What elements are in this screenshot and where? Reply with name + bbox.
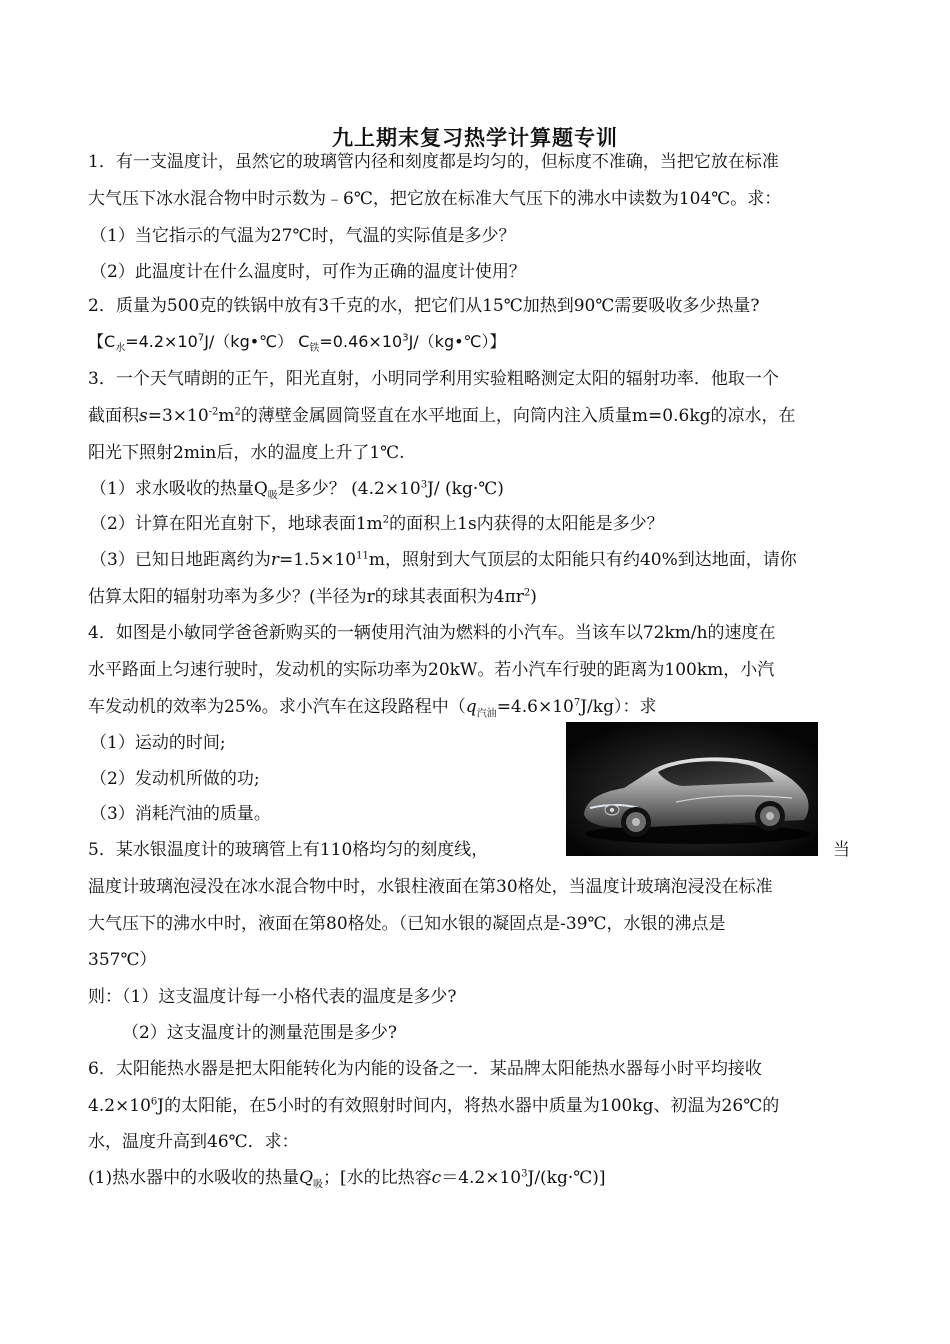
q2-line-1: 2．质量为500克的铁锅中放有3千克的水，把它们从15℃加热到90℃需要吸收多少热量? bbox=[88, 296, 760, 316]
q3-line-2-c: m bbox=[218, 406, 235, 426]
q3-line-1: 3．一个天气晴朗的正午，阳光直射，小明同学利用实验粗略测定太阳的辐射功率．他取一个 bbox=[88, 369, 779, 389]
car-photo bbox=[566, 722, 818, 856]
q1-line-1: 1．有一支温度计，虽然它的玻璃管内径和刻度都是均匀的，但标度不准确，当把它放在标准 bbox=[88, 152, 779, 172]
q3-line-3: 阳光下照射2min后，水的温度上升了1℃. bbox=[88, 443, 405, 463]
q5-line-2: 温度计玻璃泡浸没在冰水混合物中时，水银柱液面在第30格处，当温度计玻璃泡浸没在标准 bbox=[88, 877, 773, 897]
q2-formula-unit-1: J/（kg•℃） C bbox=[204, 332, 310, 351]
q3-sub-3-b: =1.5×10 bbox=[278, 550, 357, 570]
q4-line-3-b: =4.6×10 bbox=[496, 697, 574, 717]
q6-sub-1-exp: 3 bbox=[521, 1168, 528, 1180]
q3-sub-3-a: （3）已知日地距离约为 bbox=[90, 550, 271, 570]
q4-line-3-sub: 汽油 bbox=[476, 708, 497, 720]
q3-line-2 bbox=[88, 404, 796, 428]
q6-sub-1-e: J/(kg·℃)] bbox=[527, 1168, 606, 1188]
q3-sub-2 bbox=[90, 512, 664, 536]
q3-sub-3-c: m，照射到大气顶层的太阳能只有约40%到达地面，请你 bbox=[368, 550, 797, 570]
q3-line-2-exp-2: 2 bbox=[234, 406, 241, 418]
q4-line-2: 水平路面上匀速行驶时，发动机的实际功率为20kW。若小汽车行驶的距离为100km，小汽 bbox=[88, 660, 775, 680]
q6-sub-1-c: c bbox=[431, 1168, 442, 1188]
q4-line-3-q: q bbox=[465, 697, 477, 717]
q2-formula-exp-2: 3 bbox=[402, 332, 409, 344]
q6-sub-1-sub: 吸 bbox=[313, 1179, 324, 1191]
q6-sub-1-q: Q bbox=[299, 1168, 314, 1188]
q3-sub-3-e: ) bbox=[530, 587, 537, 607]
q5-sub-2: （2）这支温度计的测量范围是多少? bbox=[122, 1023, 397, 1043]
q3-line-2-exp: -2 bbox=[208, 406, 219, 418]
q6-line-2-exp: 6 bbox=[150, 1096, 158, 1108]
q4-line-3-a: 车发动机的效率为25%。求小汽车在这段路程中（ bbox=[88, 697, 466, 717]
q6-sub-1-a: (1)热水器中的水吸收的热量 bbox=[88, 1168, 300, 1188]
q5-line-1-end: 当 bbox=[833, 840, 850, 860]
q2-formula-unit-2: J/（kg•℃）】 bbox=[408, 332, 506, 351]
q4-sub-2: （2）发动机所做的功; bbox=[90, 769, 260, 789]
q2-formula-exp-1: 7 bbox=[197, 332, 205, 344]
q5-line-4: 357℃） bbox=[88, 950, 157, 970]
q3-line-2-s: s bbox=[139, 406, 148, 426]
q3-sub-3-cont bbox=[88, 585, 537, 609]
q1-line-2: 大气压下冰水混合物中时示数为﹣6℃，把它放在标准大气压下的沸水中读数为104℃。求： bbox=[88, 189, 782, 209]
q3-sub-1-exp: 3 bbox=[420, 479, 428, 491]
car-illustration bbox=[566, 722, 818, 856]
q3-sub-1-sub: 吸 bbox=[267, 490, 278, 502]
q3-sub-1-b: 是多少？ (4.2×10 bbox=[277, 479, 421, 499]
q3-sub-1-c: J/ (kg·℃) bbox=[427, 479, 504, 499]
q6-sub-1-b: ；[水的比热容 bbox=[323, 1168, 432, 1188]
q3-sub-3-exp: 11 bbox=[356, 550, 369, 562]
q3-sub-3-d: 估算太阳的辐射功率为多少？(半径为r的球其表面积为4πr bbox=[88, 587, 524, 607]
q5-sub-1: 则：（1）这支温度计每一小格代表的温度是多少? bbox=[88, 987, 457, 1007]
q4-line-3-c: J/kg）：求 bbox=[580, 697, 657, 717]
page-title: 九上期末复习热学计算题专训 bbox=[332, 126, 618, 150]
q4-line-3 bbox=[88, 695, 656, 719]
q2-formula-sub-water: 水 bbox=[115, 343, 126, 355]
q2-formula-value-2: =0.46×10 bbox=[319, 332, 403, 351]
q2-formula-value-1: =4.2×10 bbox=[125, 332, 198, 351]
q4-sub-3: （3）消耗汽油的质量。 bbox=[90, 804, 271, 824]
q3-sub-3-exp-2: 2 bbox=[523, 587, 531, 599]
q2-formula-sub-iron: 铁 bbox=[309, 343, 320, 355]
q4-line-3-exp: 7 bbox=[573, 697, 581, 709]
q3-sub-2-exp: 2 bbox=[382, 514, 390, 526]
q3-sub-2-a: （2）计算在阳光直射下，地球表面1m bbox=[90, 514, 383, 534]
q4-sub-1: （1）运动的时间; bbox=[90, 733, 226, 753]
q3-sub-3 bbox=[90, 548, 797, 572]
q3-line-2-d: 的薄壁金属圆筒竖直在水平地面上，向筒内注入质量m=0.6kg的凉水，在 bbox=[240, 406, 796, 426]
q3-line-2-a: 截面积 bbox=[88, 406, 139, 426]
q6-line-1: 6．太阳能热水器是把太阳能转化为内能的设备之一．某品牌太阳能热水器每小时平均接收 bbox=[88, 1059, 762, 1079]
q3-sub-2-b: 的面积上1s内获得的太阳能是多少？ bbox=[389, 514, 664, 534]
q3-sub-3-r: r bbox=[270, 550, 279, 570]
q5-line-1: 5．某水银温度计的玻璃管上有110格均匀的刻度线， bbox=[88, 840, 489, 860]
q1-sub-2: （2）此温度计在什么温度时，可作为正确的温度计使用？ bbox=[90, 262, 526, 282]
q3-sub-1 bbox=[90, 477, 504, 501]
q3-sub-1-a: （1）求水吸收的热量Q bbox=[90, 479, 268, 499]
q6-line-3: 水，温度升高到46℃．求： bbox=[88, 1132, 299, 1152]
q6-line-2 bbox=[88, 1094, 779, 1118]
q3-line-2-b: =3×10 bbox=[147, 406, 209, 426]
q2-formula-open: 【C bbox=[88, 332, 116, 351]
q1-sub-1: （1）当它指示的气温为27℃时，气温的实际值是多少？ bbox=[90, 226, 516, 246]
q6-line-2-a: 4.2×10 bbox=[88, 1096, 151, 1116]
q4-line-1: 4．如图是小敏同学爸爸新购买的一辆使用汽油为燃料的小汽车。当该车以72km/h的速度在 bbox=[88, 623, 776, 643]
q6-line-2-b: J的太阳能，在5小时的有效照射时间内，将热水器中质量为100kg、初温为26℃的 bbox=[157, 1096, 780, 1116]
q5-line-3: 大气压下的沸水中时，液面在第80格处。（已知水银的凝固点是-39℃，水银的沸点是 bbox=[88, 914, 726, 934]
q6-sub-1-d: ＝4.2×10 bbox=[441, 1168, 522, 1188]
q2-formula bbox=[88, 330, 506, 354]
q6-sub-1 bbox=[88, 1166, 606, 1190]
